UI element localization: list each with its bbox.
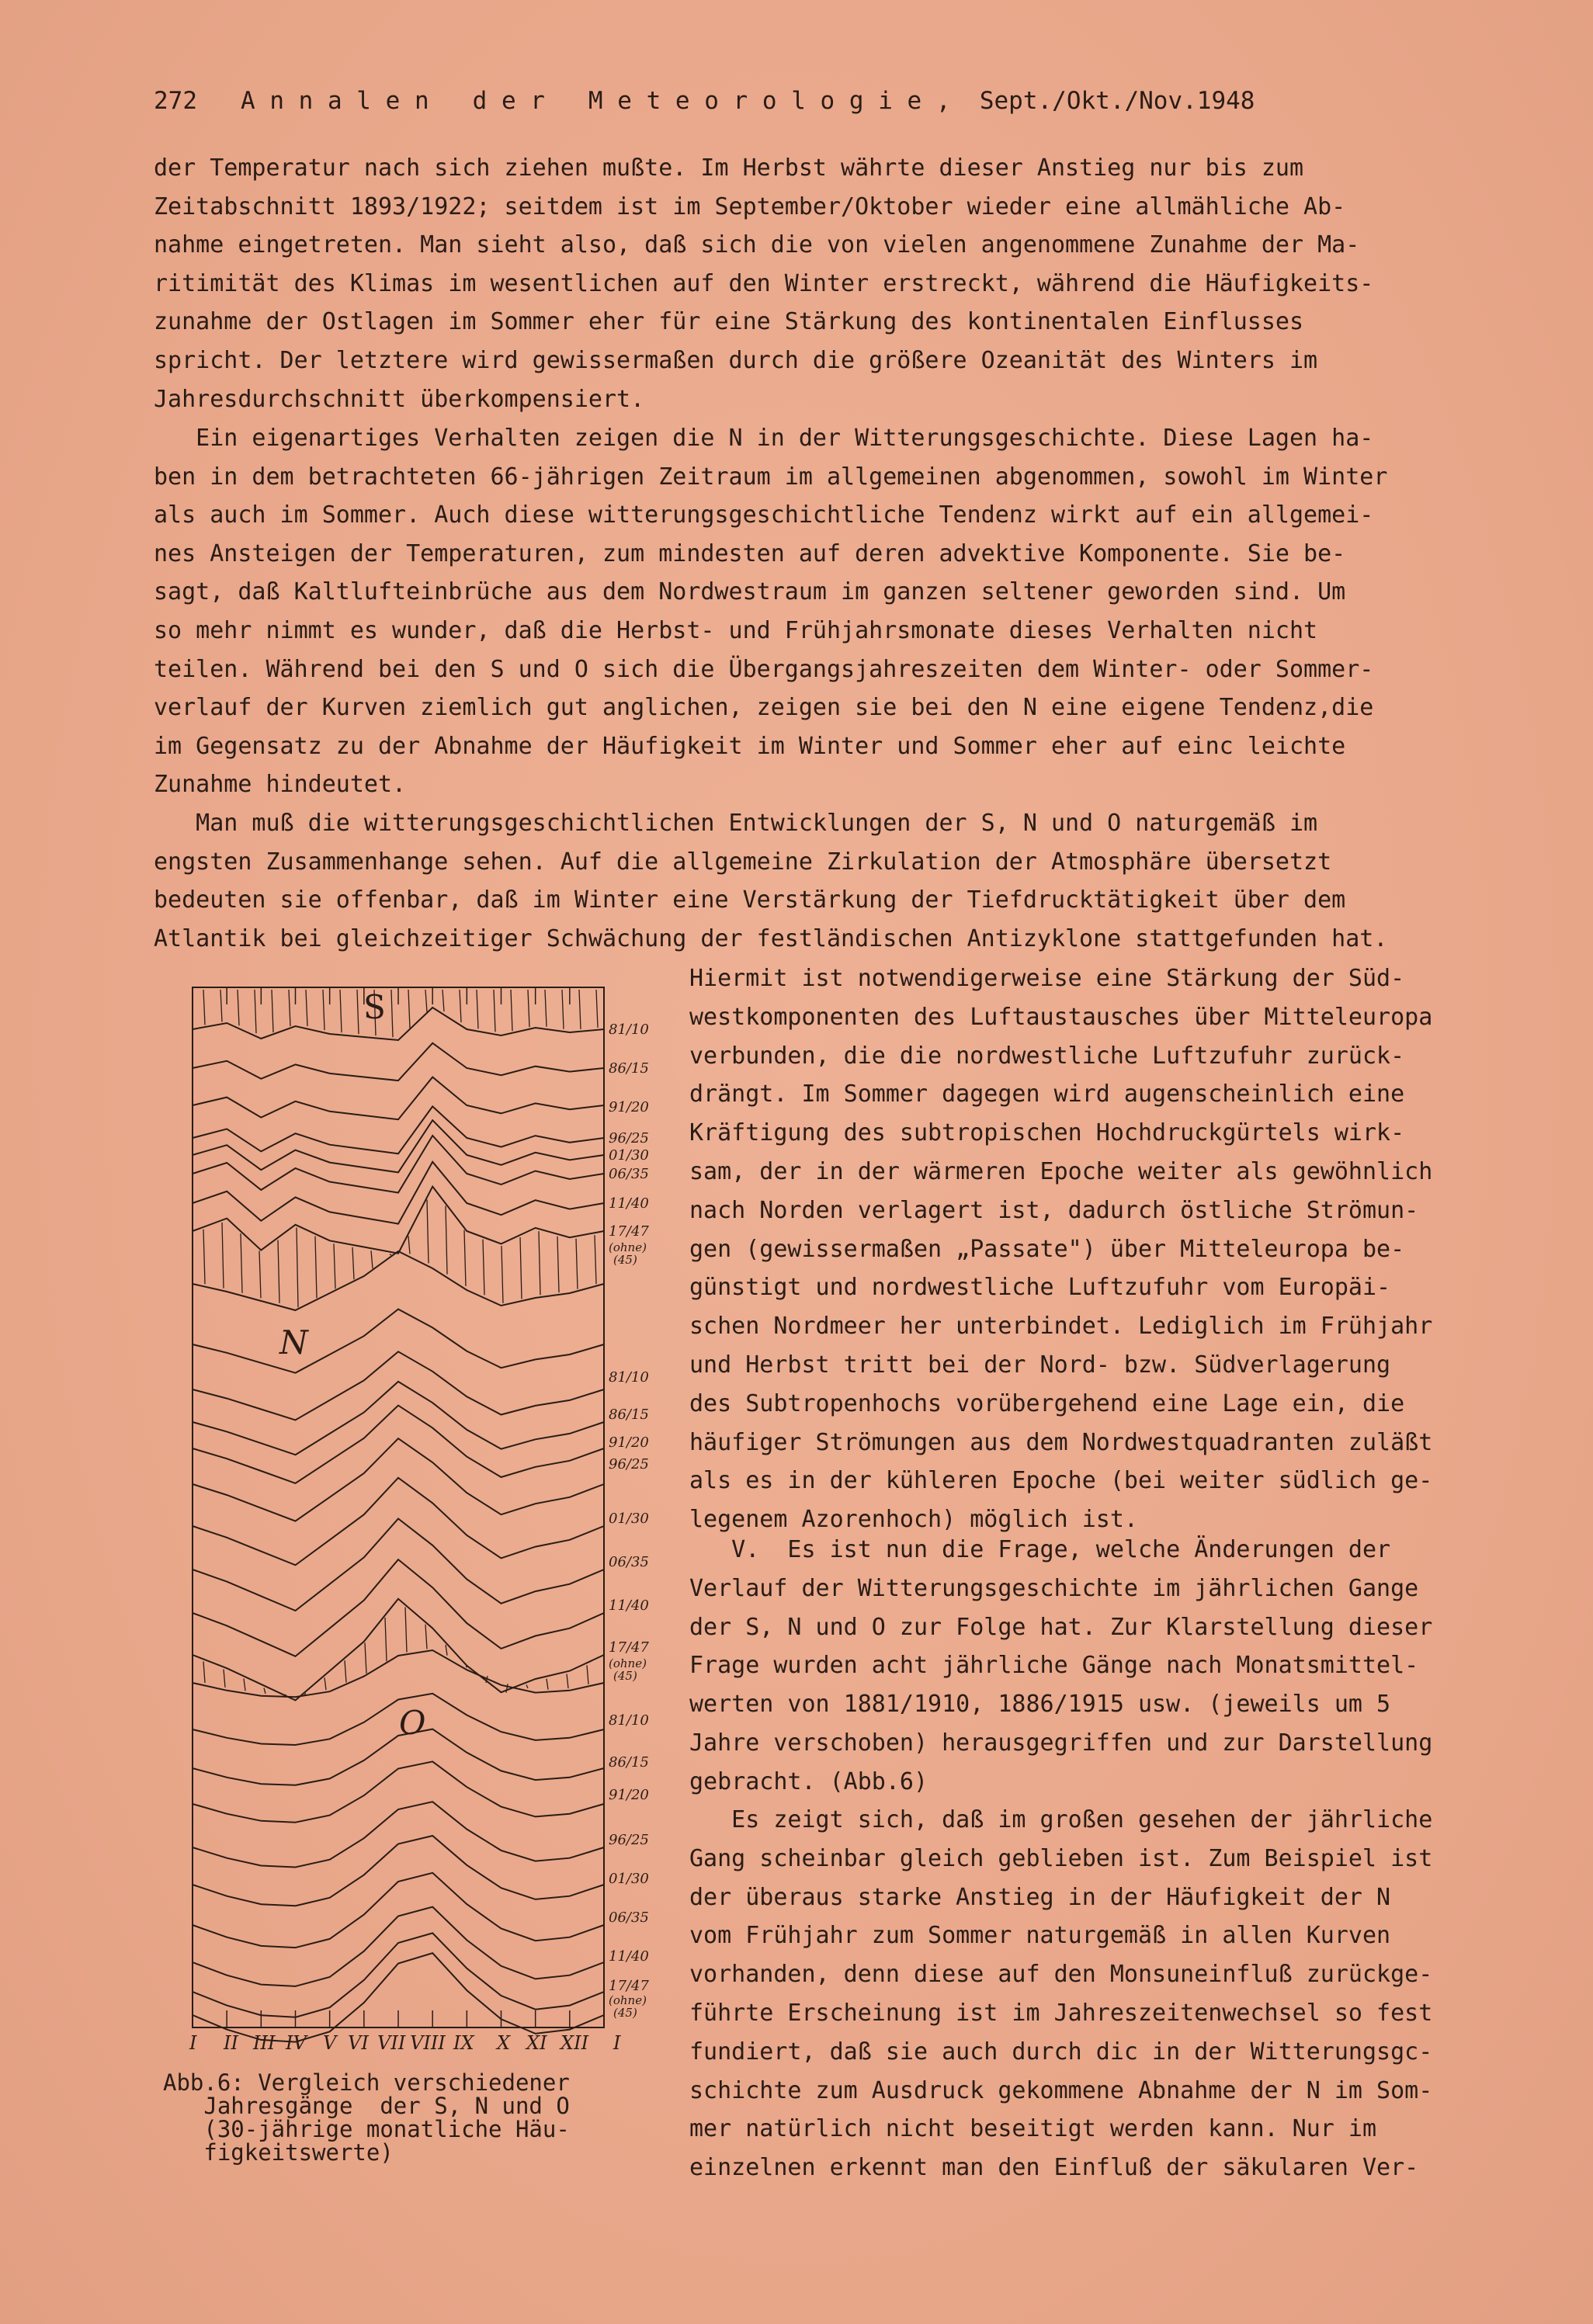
text-line: ritimität des Klimas im wesentlichen auf den Winter erstreckt, während die Häufigkeits-	[154, 269, 1374, 297]
figure-curves	[193, 1008, 604, 2042]
figure-caption	[163, 2071, 660, 2164]
hatch-line	[446, 1645, 447, 1656]
hatch-line	[340, 990, 342, 1032]
caption-line: (30-jährige monatliche Häu-	[163, 2116, 570, 2142]
hatch-line	[595, 1235, 596, 1284]
month-label: VII	[377, 2032, 406, 2054]
text-line: drängt. Im Sommer dagegen wird augenscheinlich eine	[689, 1080, 1405, 1108]
text-line: so mehr nimmt es wunder, daß die Herbst- und Frühjahrsmonate dieses Verhalten nicht	[154, 616, 1318, 644]
hatch-line	[427, 1200, 429, 1264]
curve-o	[193, 1761, 604, 1822]
text-line: bedeuten sie offenbar, daß im Winter eine Verstärkung der Tiefdrucktätigkeit über dem	[154, 886, 1346, 914]
period-label: 17/47	[609, 1639, 649, 1656]
text-line: der S, N und O zur Folge hat. Zur Klarstellung dieser	[689, 1613, 1433, 1641]
period-label: 06/35	[609, 1554, 649, 1570]
text-line: gebracht. (Abb.6)	[689, 1767, 928, 1795]
curve-s	[193, 1187, 604, 1254]
hatch-line	[483, 1240, 484, 1296]
period-label: 17/47	[609, 1223, 649, 1240]
text-line: als es in der kühleren Epoche (bei weiter südlich ge-	[689, 1467, 1433, 1495]
curve-n	[193, 1438, 604, 1521]
curve-n	[193, 1382, 604, 1455]
text-line: verbunden, die die nordwestliche Luftzufuhr zurück-	[689, 1042, 1405, 1070]
curve-s	[193, 1077, 604, 1120]
text-line: spricht. Der letztere wird gewissermaßen durch die größere Ozeanität des Winters im	[154, 346, 1318, 374]
period-label: 11/40	[609, 1597, 649, 1614]
hatch-line	[244, 1678, 245, 1691]
hatch-line	[446, 1205, 447, 1274]
period-label: 06/35	[609, 1909, 649, 1926]
text-line: günstigt und nordwestliche Luftzufuhr vom Europäi-	[689, 1274, 1391, 1302]
hatch-line	[576, 1239, 578, 1289]
period-label: 91/20	[609, 1099, 649, 1115]
hatch-line	[272, 990, 273, 1032]
text-line: Gang scheinbar gleich geblieben ist. Zum Beispiel ist	[689, 1844, 1433, 1872]
text-line: im Gegensatz zu der Abnahme der Häufigkeit im Winter und Sommer eher auf einc leichte	[154, 732, 1346, 760]
hatch-line	[502, 1246, 503, 1303]
paragraph-2	[154, 419, 1520, 804]
curve-n	[193, 1559, 604, 1656]
journal-title: A n n a l e n d e r M e t e o r o l o g i e ,	[241, 87, 951, 115]
issue-date: Sept./Okt./Nov.1948	[979, 87, 1255, 115]
text-line: westkomponenten des Luftaustausches über Mitteleuropa	[689, 1003, 1433, 1031]
curve-n	[193, 1406, 604, 1483]
text-line: sam, der in der wärmeren Epoche weiter als gewöhnlich	[689, 1157, 1433, 1185]
month-label: IX	[453, 2032, 474, 2054]
curve-o	[193, 1933, 604, 2017]
figure-labels	[189, 988, 649, 2054]
hatch-line	[264, 1688, 266, 1694]
hatch-line	[464, 1230, 466, 1286]
month-label: X	[497, 2032, 511, 2054]
period-label: (ohne)	[609, 1656, 647, 1670]
right-column-paragraph-1	[689, 959, 1543, 1539]
curve-o	[193, 1802, 604, 1867]
curve-o	[193, 1650, 604, 1697]
text-line: teilen. Während bei den S und O sich die Übergangsjahreszeiten dem Winter- oder Sommer-	[154, 655, 1374, 683]
hatch-line	[334, 1244, 335, 1289]
text-line: V. Es ist nun die Frage, welche Änderungen der	[689, 1536, 1391, 1563]
section-label-o: O	[399, 1704, 426, 1742]
hatch-line	[323, 990, 324, 1030]
hatch-line	[494, 990, 495, 1032]
curve-o	[193, 1907, 604, 1986]
hatch-line	[203, 1661, 205, 1683]
period-label: 81/10	[609, 1369, 649, 1386]
hatch-line	[345, 1660, 346, 1683]
hatch-line	[391, 990, 393, 1037]
text-line: schen Nordmeer her unterbindet. Lediglich im Frühjahr	[689, 1313, 1433, 1341]
period-label: 01/30	[609, 1871, 649, 1887]
text-line: der Temperatur nach sich ziehen mußte. Im Herbst währte dieser Anstieg nur bis zum	[154, 154, 1304, 182]
text-line: legenem Azorenhoch) möglich ist.	[689, 1506, 1138, 1534]
hatch-line	[220, 990, 222, 1022]
period-label: 01/30	[609, 1511, 649, 1527]
text-line: Zeitabschnitt 1893/1922; seitdem ist im September/Oktober wieder eine allmähliche Ab-	[154, 193, 1346, 220]
hatch-line	[442, 990, 444, 1011]
curve-o	[193, 1729, 604, 1785]
hatch-line	[259, 1250, 261, 1298]
figure-border	[193, 987, 604, 2027]
hatch-line	[425, 1625, 427, 1649]
text-line: nes Ansteigen der Temperaturen, zum mindesten auf deren advektive Komponente. Sie be-	[154, 539, 1346, 567]
text-line: engsten Zusammenhange sehen. Auf die allgemeine Zirkulation der Atmosphäre übersetzt	[154, 848, 1332, 876]
text-line: zunahme der Ostlagen im Sommer eher für eine Stärkung des kontinentalen Einflusses	[154, 308, 1304, 336]
period-label: 86/15	[609, 1060, 649, 1077]
caption-line: Abb.6: Vergleich verschiedener	[163, 2069, 570, 2096]
text-line: ben in dem betrachteten 66-jährigen Zeitraum im allgemeinen abgenommen, sowohl im Winter	[154, 463, 1388, 491]
hatch-line	[408, 990, 410, 1028]
text-line: fundiert, daß sie auch durch dic in der Witterungsgc-	[689, 2038, 1433, 2066]
curve-o	[193, 1873, 604, 1948]
period-label: 11/40	[609, 1948, 649, 1965]
hatch-line	[371, 1250, 373, 1268]
period-label: 91/20	[609, 1434, 649, 1451]
month-label: I	[613, 2032, 621, 2054]
text-line: häufiger Strömungen aus dem Nordwestquadranten zuläßt	[689, 1428, 1433, 1456]
caption-line: figkeitswerte)	[163, 2139, 394, 2166]
period-label: 96/25	[609, 1832, 649, 1848]
hatch-line	[539, 1231, 540, 1295]
caption-line: Jahresgänge der S, N und O	[163, 2093, 570, 2119]
page-number: 272	[154, 87, 197, 115]
text-line: vorhanden, denn diese auf den Monsuneinfluß zurückge-	[689, 1961, 1433, 1989]
text-line: sagt, daß Kaltlufteinbrüche aus dem Nordwestraum im ganzen seltener geworden sind. Um	[154, 578, 1346, 606]
month-label: I	[189, 2032, 197, 2054]
month-label: VI	[348, 2032, 369, 2054]
text-line: Kräftigung des subtropischen Hochdruckgürtels wirk-	[689, 1119, 1405, 1147]
text-line: Hiermit ist notwendigerweise eine Stärkung der Süd-	[689, 965, 1405, 992]
hatch-line	[579, 990, 581, 1029]
hatch-line	[545, 990, 547, 1027]
hatch-line	[596, 990, 598, 1028]
text-line: Verlauf der Witterungsgeschichte im jährlichen Gange	[689, 1574, 1419, 1602]
text-line: Es zeigt sich, daß im großen gesehen der jährliche	[689, 1806, 1433, 1833]
hatch-line	[587, 1665, 588, 1684]
month-label: II	[224, 2032, 238, 2054]
hatch-line	[567, 1674, 568, 1689]
curve-s	[193, 1043, 604, 1080]
month-label: IV	[286, 2032, 307, 2054]
text-line: Atlantik bei gleichzeitiger Schwächung der festländischen Antizyklone stattgefunden hat.	[154, 924, 1388, 952]
hatch-line	[390, 1254, 391, 1255]
hatch-line	[255, 990, 256, 1033]
month-label: VIII	[410, 2032, 446, 2054]
curve-o	[193, 1953, 604, 2041]
period-label: 96/25	[609, 1130, 649, 1146]
curve-n	[193, 1351, 604, 1420]
hatch-line	[526, 1685, 528, 1689]
right-column-paragraph-2	[689, 1531, 1543, 1802]
figure-annual-curves	[185, 980, 658, 2066]
month-label: V	[323, 2032, 337, 2054]
hatch-line	[506, 1684, 508, 1692]
hatch-line	[562, 990, 564, 1029]
text-line: verlauf der Kurven ziemlich gut anglichen, zeigen sie bei den N eine eigene Tendenz,die	[154, 694, 1374, 722]
hatch-line	[315, 1237, 317, 1299]
hatch-line	[278, 1240, 279, 1303]
period-label: (ohne)	[609, 1240, 647, 1254]
hatch-line	[224, 1670, 225, 1688]
text-line: schichte zum Ausdruck gekommene Abnahme der N im Som-	[689, 2076, 1433, 2104]
period-label: 81/10	[609, 1712, 649, 1729]
hatch-line	[324, 1677, 326, 1690]
curve-o	[193, 1694, 604, 1745]
hatch-line	[547, 1679, 548, 1690]
hatch-line	[222, 1223, 224, 1289]
period-label: (45)	[613, 1669, 637, 1683]
text-line: führte Erscheinung ist im Jahreszeitenwechsel so fest	[689, 1999, 1433, 2027]
month-label: III	[253, 2032, 276, 2054]
hatch-line	[289, 990, 290, 1026]
period-label: 86/15	[609, 1407, 649, 1423]
hatch-line	[460, 990, 461, 1022]
hatch-line	[477, 990, 478, 1028]
paragraph-3	[154, 804, 1520, 958]
text-line: mer natürlich nicht beseitigt werden kann. Nur im	[689, 2115, 1377, 2143]
curve-n	[193, 1478, 604, 1566]
curve-n	[193, 1309, 604, 1373]
paragraph-1	[154, 149, 1520, 418]
hatch-line	[203, 990, 205, 1025]
hatch-line	[385, 1618, 387, 1661]
hatch-line	[408, 1236, 410, 1254]
text-line: nahme eingetreten. Man sieht also, daß sich die von vielen angenommene Zunahme der Ma-	[154, 231, 1360, 259]
hatch-line	[425, 990, 427, 1012]
text-line: Jahresdurchschnitt überkompensiert.	[154, 385, 645, 413]
section-label-s: S	[363, 988, 386, 1026]
period-label: (45)	[613, 2006, 637, 2020]
period-label: 01/30	[609, 1147, 649, 1164]
hatch-line	[365, 1642, 366, 1674]
period-label: 17/47	[609, 1978, 649, 1994]
period-label: (ohne)	[609, 1993, 647, 2007]
hatch-line	[352, 1247, 354, 1280]
text-line: nach Norden verlagert ist, dadurch östliche Strömun-	[689, 1196, 1419, 1224]
month-label: XII	[560, 2032, 589, 2054]
text-line: und Herbst tritt bei der Nord- bzw. Südverlagerung	[689, 1351, 1391, 1379]
text-line: des Subtropenhochs vorübergehend eine Lage ein, die	[689, 1389, 1405, 1417]
curve-n	[193, 1519, 604, 1611]
text-line: einzelnen erkennt man den Einfluß der säkularen Ver-	[689, 2154, 1419, 2182]
text-line: als auch im Sommer. Auch diese witterungsgeschichtliche Tendenz wirkt auf ein allgemei-	[154, 501, 1374, 529]
hatch-line	[238, 990, 239, 1025]
hatch-line	[511, 990, 512, 1031]
text-line: Frage wurden acht jährliche Gänge nach Monatsmittel-	[689, 1652, 1419, 1680]
text-line: Ein eigenartiges Verhalten zeigen die N in der Witterungsgeschichte. Diese Lagen ha-	[154, 425, 1374, 452]
text-line: vom Frühjahr zum Sommer naturgemäß in allen Kurven	[689, 1922, 1391, 1950]
section-label-n: N	[279, 1323, 308, 1361]
running-header	[154, 87, 1473, 115]
text-line: Jahre verschoben) herausgegriffen und zur Darstellung	[689, 1729, 1433, 1757]
hatch-line	[557, 1237, 559, 1292]
period-label: 96/25	[609, 1456, 649, 1472]
text-line: werten von 1881/1910, 1886/1915 usw. (jeweils um 5	[689, 1691, 1391, 1719]
hatch-line	[528, 990, 529, 1027]
hatch-line	[357, 990, 359, 1034]
curve-n	[193, 1599, 604, 1701]
text-line: Man muß die witterungsgeschichtlichen Entwicklungen der S, N und O naturgemäß im	[154, 810, 1318, 837]
figure-frame	[193, 987, 604, 2027]
period-label: 11/40	[609, 1195, 649, 1212]
hatch-line	[241, 1233, 242, 1293]
period-label: (45)	[613, 1253, 637, 1267]
month-label: XI	[526, 2032, 547, 2054]
hatch-line	[203, 1230, 205, 1284]
period-label: 81/10	[609, 1022, 649, 1038]
period-label: 91/20	[609, 1787, 649, 1803]
text-line: Zunahme hindeutet.	[154, 771, 407, 799]
hatch-line	[520, 1237, 522, 1299]
right-column-paragraph-3	[689, 1801, 1543, 2187]
curve-s	[193, 1008, 604, 1040]
hatch-line	[297, 1227, 298, 1307]
period-label: 86/15	[609, 1754, 649, 1771]
curve-n	[193, 1251, 604, 1310]
text-line: gen (gewissermaßen „Passate") über Mitteleuropa be-	[689, 1235, 1405, 1263]
hatch-line	[306, 990, 307, 1026]
hatch-line	[405, 1607, 407, 1652]
period-label: 06/35	[609, 1166, 649, 1182]
curve-o	[193, 1836, 604, 1906]
text-line: der überaus starke Anstieg in der Häufigkeit der N	[689, 1883, 1391, 1911]
